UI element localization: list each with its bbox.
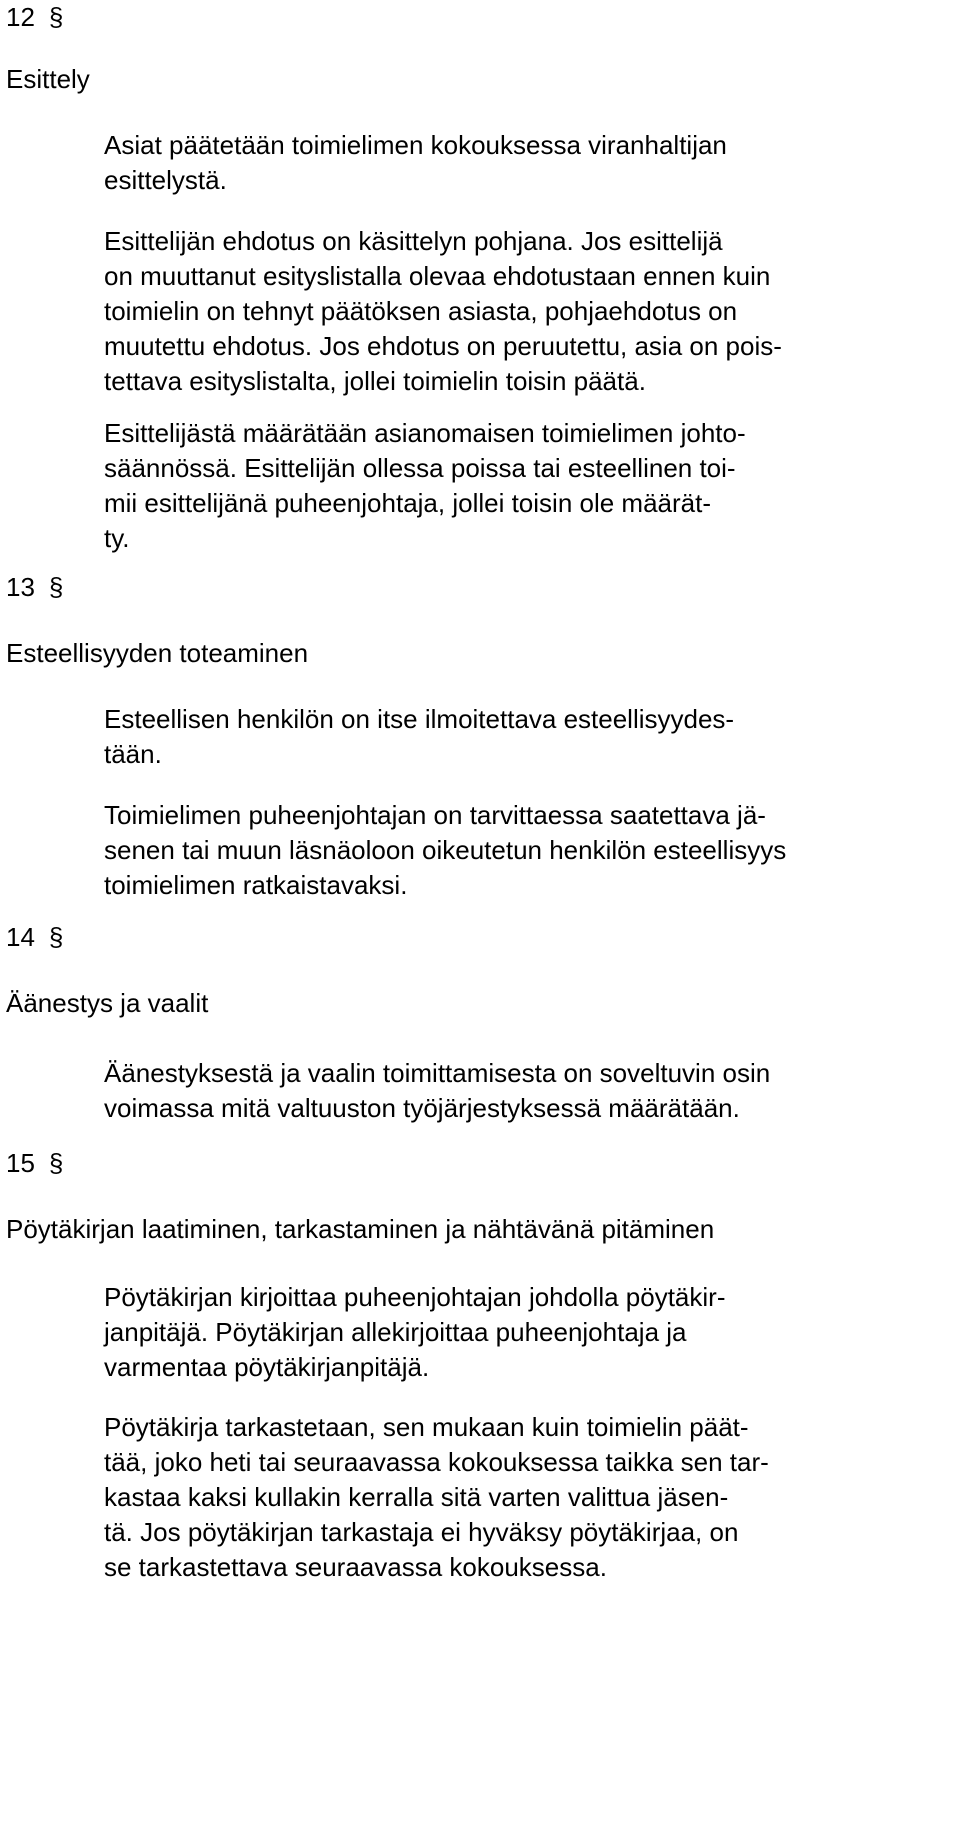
paragraph-line: kastaa kaksi kullakin kerralla sitä varten valittua jäsen- [104, 1482, 729, 1512]
paragraph-line: Toimielimen puheenjohtajan on tarvittaessa saatettava jä- [104, 800, 766, 830]
paragraph [104, 1056, 944, 1126]
paragraph [104, 1280, 944, 1385]
section-sign: § [48, 922, 64, 952]
section-number-value: 13 [6, 572, 35, 602]
paragraph [104, 1410, 944, 1585]
section-title: Esittely [6, 64, 90, 94]
section-title: Esteellisyyden toteaminen [6, 638, 309, 668]
section-number-value: 14 [6, 922, 35, 952]
paragraph-line: varmentaa pöytäkirjanpitäjä. [104, 1352, 430, 1382]
paragraph [104, 224, 944, 399]
paragraph-line: on muuttanut esityslistalla olevaa ehdotustaan ennen kuin [104, 261, 771, 291]
paragraph-line: tää, joko heti tai seuraavassa kokouksessa taikka sen tar- [104, 1447, 769, 1477]
paragraph-line: ty. [104, 523, 130, 553]
paragraph [104, 128, 944, 198]
section-number [6, 1146, 63, 1181]
paragraph-line: Esteellisen henkilön on itse ilmoitettava esteellisyydes- [104, 704, 735, 734]
paragraph-line: toimielin on tehnyt päätöksen asiasta, pohjaehdotus on [104, 296, 738, 326]
section-sign: § [48, 1148, 64, 1178]
section-sign: § [48, 572, 64, 602]
paragraph-line: Esittelijästä määrätään asianomaisen toimielimen johto- [104, 418, 746, 448]
paragraph-line: Äänestyksestä ja vaalin toimittamisesta on soveltuvin osin [104, 1058, 771, 1088]
paragraph-line: tään. [104, 739, 162, 769]
section-number [6, 0, 63, 35]
section-sign: § [48, 2, 64, 32]
section-title: Pöytäkirjan laatiminen, tarkastaminen ja nähtävänä pitäminen [6, 1214, 715, 1244]
paragraph-line: janpitäjä. Pöytäkirjan allekirjoittaa puheenjohtaja ja [104, 1317, 687, 1347]
paragraph-line: Pöytäkirjan kirjoittaa puheenjohtajan johdolla pöytäkir- [104, 1282, 726, 1312]
section-number [6, 570, 63, 605]
section-number [6, 920, 63, 955]
paragraph-line: voimassa mitä valtuuston työjärjestyksessä määrätään. [104, 1093, 740, 1123]
paragraph-line: mii esittelijänä puheenjohtaja, jollei toisin ole määrät- [104, 488, 712, 518]
paragraph-line: säännössä. Esittelijän ollessa poissa tai esteellinen toi- [104, 453, 736, 483]
paragraph [104, 416, 944, 556]
paragraph-line: Asiat päätetään toimielimen kokouksessa viranhaltijan [104, 130, 727, 160]
section-number-value: 12 [6, 2, 35, 32]
paragraph-line: tä. Jos pöytäkirjan tarkastaja ei hyväksy pöytäkirjaa, on [104, 1517, 739, 1547]
paragraph-line: Esittelijän ehdotus on käsittelyn pohjana. Jos esittelijä [104, 226, 723, 256]
paragraph [104, 702, 944, 772]
paragraph [104, 798, 944, 903]
section-number-value: 15 [6, 1148, 35, 1178]
paragraph-line: esittelystä. [104, 165, 227, 195]
paragraph-line: senen tai muun läsnäoloon oikeutetun henkilön esteellisyys [104, 835, 787, 865]
paragraph-line: tettava esityslistalta, jollei toimielin toisin päätä. [104, 366, 646, 396]
paragraph-line: Pöytäkirja tarkastetaan, sen mukaan kuin toimielin päät- [104, 1412, 749, 1442]
paragraph-line: se tarkastettava seuraavassa kokouksessa. [104, 1552, 607, 1582]
paragraph-line: toimielimen ratkaistavaksi. [104, 870, 408, 900]
section-title: Äänestys ja vaalit [6, 988, 209, 1018]
paragraph-line: muutettu ehdotus. Jos ehdotus on peruutettu, asia on pois- [104, 331, 782, 361]
